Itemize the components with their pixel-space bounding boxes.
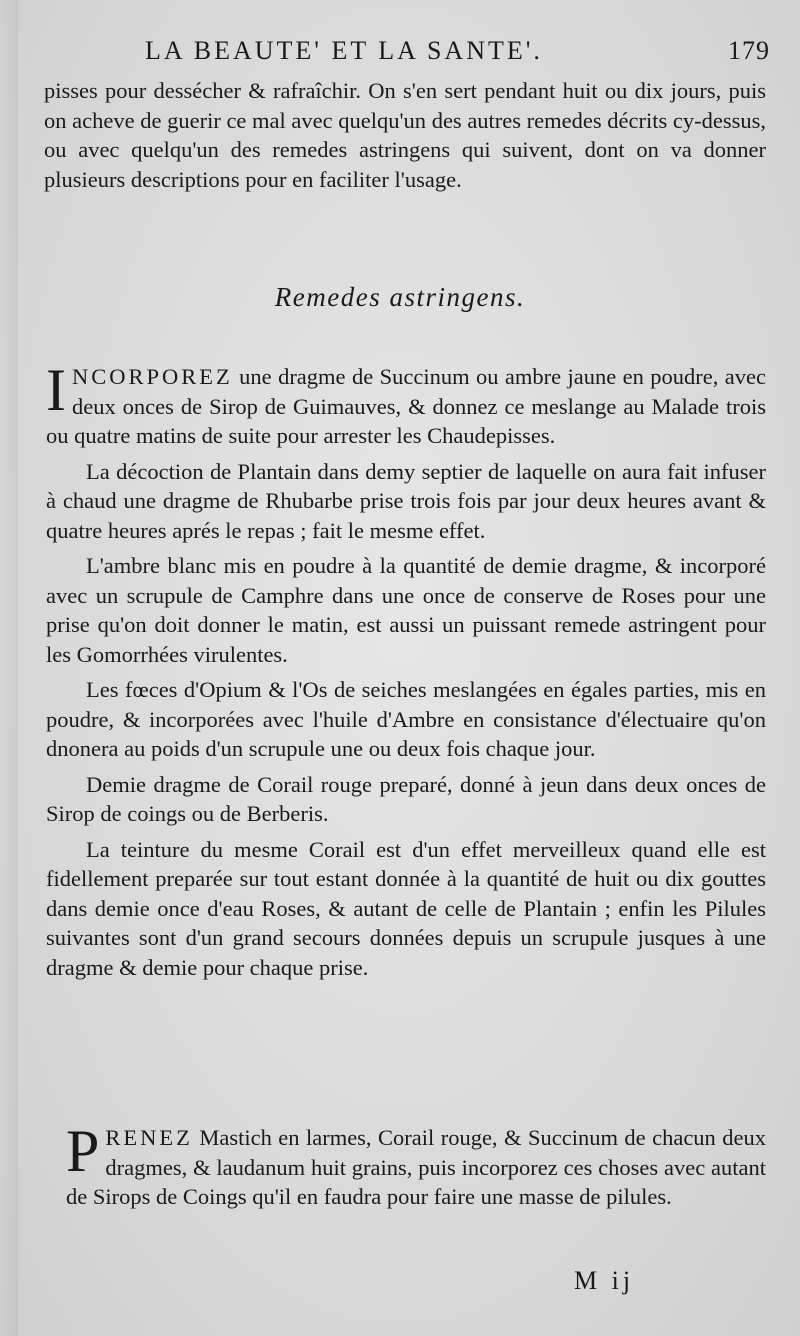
- paragraph: Les fœces d'Opium & l'Os de seiches meslangées en égales parties, mis en poudre, & incorporées avec l'huile d'Ambre en consistance d'électuaire qu'on dnonera au poids d'un scrupule une ou deux fois chaque jour.: [46, 677, 766, 761]
- intro-paragraph: [44, 76, 766, 200]
- paragraph: La décoction de Plantain dans demy septier de laquelle on aura fait infuser à chaud une dragme de Rhubarbe prise trois fois par jour deux heures avant & quatre heures aprés le repas ; fait le mesme effet.: [46, 458, 766, 543]
- drop-cap: I: [46, 357, 66, 423]
- intro-text: pisses pour dessécher & rafraîchir. On s'en sert pendant huit ou dix jours, puis on acheve de guerir ce mal avec quelqu'un des autres remedes décrits cy-dessus, ou avec quelqu'un des remedes astringens qui suivent, dont on va donner plusieurs descriptions pour en faciliter l'usage.: [44, 78, 766, 192]
- paragraph: L'ambre blanc mis en poudre à la quantité de demie dragme, & incorporé avec un scrupule de Camphre dans une once de conserve de Roses pour une prise qu'on doit donner le matin, est aussi un puissant remede astringent pour les Gomorrhées virulentes.: [46, 553, 766, 667]
- recipe1-first-paragraph: [46, 357, 766, 451]
- lead-word: RENEZ: [105, 1125, 193, 1150]
- paragraph: La teinture du mesme Corail est d'un effet merveilleux quand elle est fidellement preparée sur tout estant donnée à la quantité de huit ou dix gouttes dans demie once d'eau Roses, & autant de celle de Plantain ; enfin les Pilules suivantes sont d'un grand secours données depuis un scrupule jusques à une dragme & demie pour chaque prise.: [46, 836, 766, 980]
- lead-word: NCORPOREZ: [71, 364, 233, 389]
- section-title: Remedes astringens.: [274, 282, 526, 312]
- paragraph-text: une dragme de Succinum ou ambre jaune en poudre, avec deux onces de Sirop de Guimauves, & donnez ce meslange au Malade trois ou quatre matins de suite pour arrester les Chaudepisses.: [46, 364, 766, 448]
- running-header: [145, 36, 770, 66]
- page-number: 179: [728, 36, 770, 65]
- paragraph: Demie dragme de Corail rouge preparé, donné à jeun dans deux onces de Sirop de coings ou de Berberis.: [46, 771, 766, 826]
- running-title: LA BEAUTE' ET LA SANTE'.: [145, 36, 543, 65]
- paragraph-text: Mastich en larmes, Corail rouge, & Succinum de chacun deux dragmes, & laudanum huit grains, puis incorporez ces choses avec autant de Sirops de Coings qu'il en faudra pour faire une masse de pilules.: [66, 1125, 766, 1209]
- recipe-block-2: [66, 1118, 766, 1218]
- drop-cap: P: [66, 1118, 100, 1184]
- recipe-block-1: [46, 357, 766, 988]
- page-shadow: [0, 0, 18, 1336]
- signature-mark: M ij: [574, 1266, 635, 1295]
- recipe2-paragraph: [66, 1118, 766, 1212]
